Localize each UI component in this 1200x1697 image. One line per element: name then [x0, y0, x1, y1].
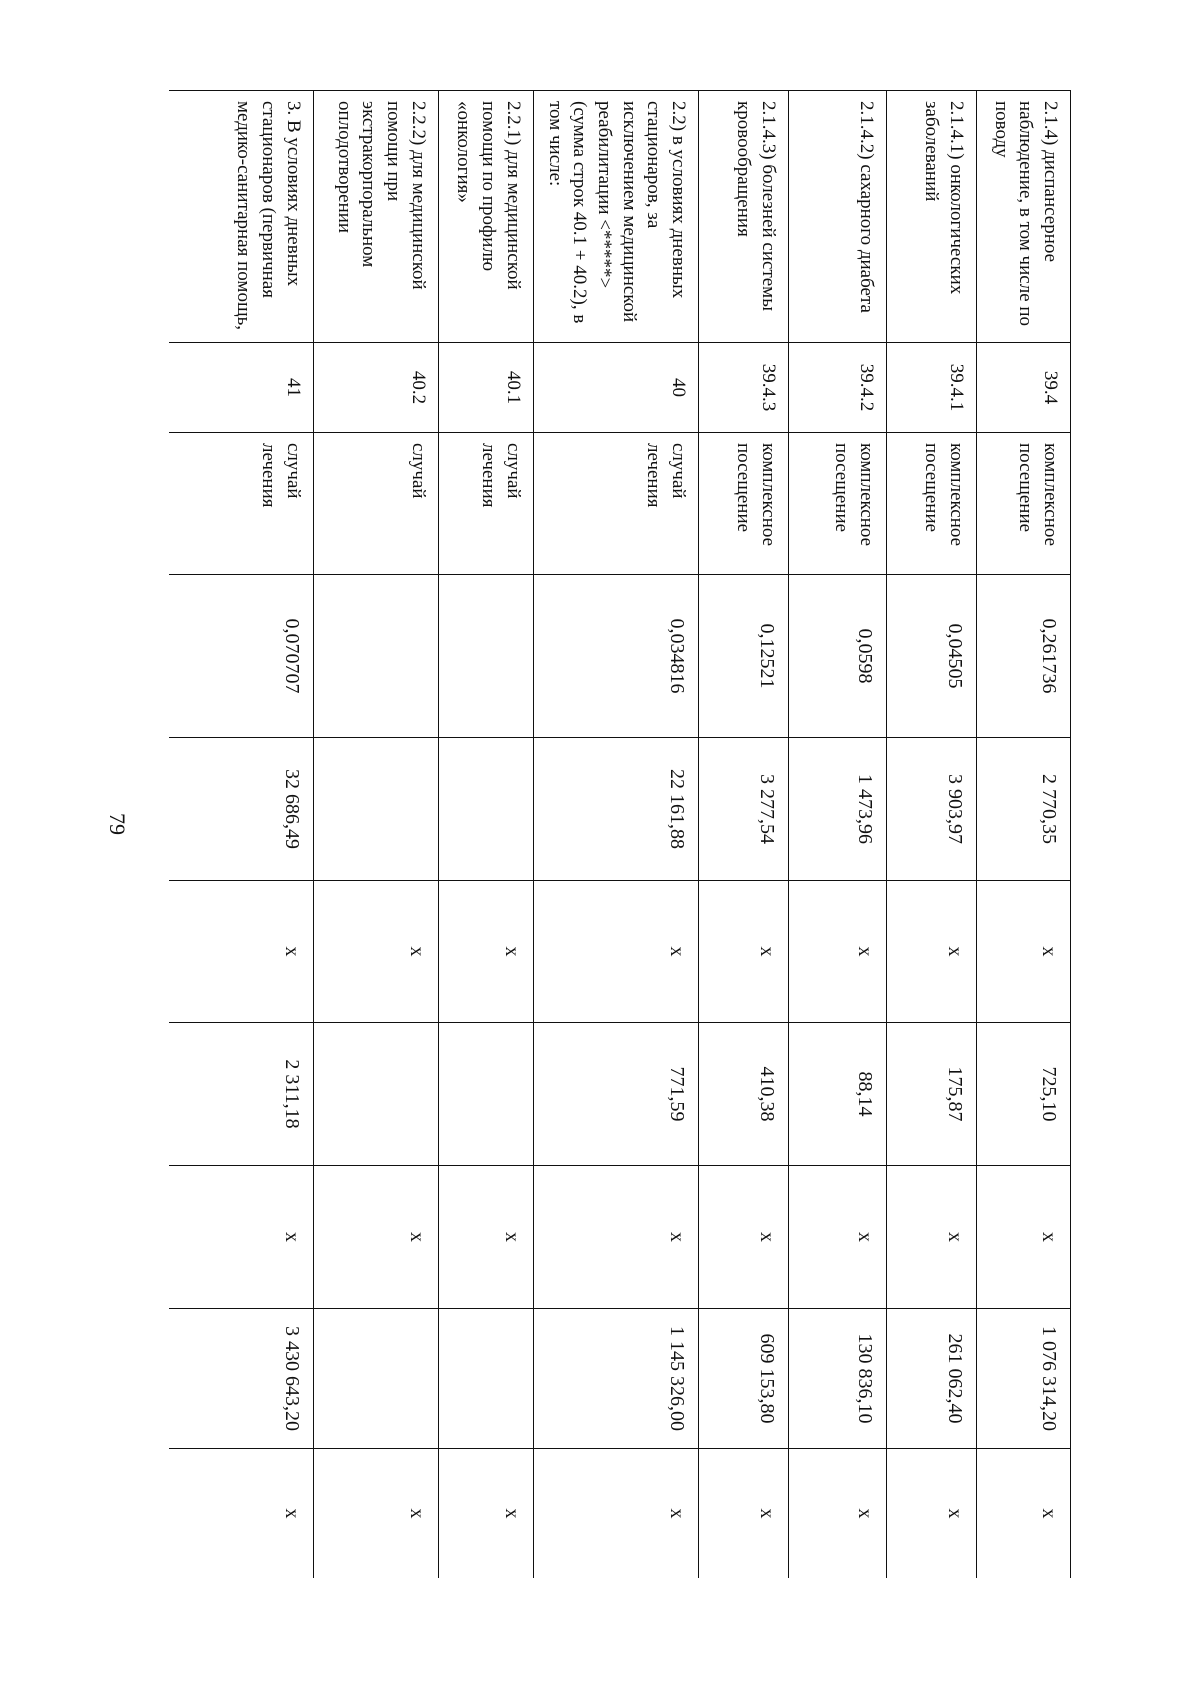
unit-cell: комплексное посещение	[699, 433, 789, 575]
x-mark-cell: x	[169, 1449, 313, 1579]
cost-cell: 3 277,54	[699, 738, 789, 881]
table-row	[887, 91, 977, 1579]
unit-cell: случай лечения	[169, 433, 313, 575]
cost-cell	[313, 738, 438, 881]
sum-cell: 261 062,40	[887, 1309, 977, 1449]
x-mark-cell: x	[438, 1166, 533, 1309]
x-mark-cell: x	[789, 1449, 887, 1579]
sum-cell	[438, 1309, 533, 1449]
per-capita-cell	[313, 1023, 438, 1166]
row-code-cell: 40.2	[313, 343, 438, 433]
per-capita-cell: 88,14	[789, 1023, 887, 1166]
row-name-cell: 3. В условиях дневных стационаров (первичная медико-санитарная помощь,	[169, 91, 313, 343]
per-capita-cell: 725,10	[977, 1023, 1071, 1166]
per-capita-cell: 410,38	[699, 1023, 789, 1166]
x-mark-cell: x	[169, 881, 313, 1023]
x-mark-cell: x	[789, 881, 887, 1023]
table-container	[169, 90, 1071, 1578]
table-row	[313, 91, 438, 1579]
cost-cell: 3 903,97	[887, 738, 977, 881]
cost-cell: 22 161,88	[533, 738, 698, 881]
x-mark-cell: x	[313, 1166, 438, 1309]
x-mark-cell: x	[977, 1449, 1071, 1579]
cost-cell: 1 473,96	[789, 738, 887, 881]
row-code-cell: 40	[533, 343, 698, 433]
x-mark-cell: x	[887, 1449, 977, 1579]
table-row	[699, 91, 789, 1579]
table-row	[169, 91, 313, 1579]
sum-cell: 1 145 326,00	[533, 1309, 698, 1449]
per-capita-cell	[438, 1023, 533, 1166]
row-code-cell: 39.4	[977, 343, 1071, 433]
x-mark-cell: x	[313, 1449, 438, 1579]
x-mark-cell: x	[887, 1166, 977, 1309]
data-table	[169, 90, 1071, 1578]
row-name-cell: 2.2.1) для медицинской помощи по профилю «онкология»	[438, 91, 533, 343]
unit-cell: комплексное посещение	[887, 433, 977, 575]
norm-cell: 0,04505	[887, 575, 977, 738]
unit-cell: случай лечения	[438, 433, 533, 575]
per-capita-cell: 2 311,18	[169, 1023, 313, 1166]
x-mark-cell: x	[169, 1166, 313, 1309]
row-name-cell: 2.1.4.1) онкологических заболеваний	[887, 91, 977, 343]
row-code-cell: 41	[169, 343, 313, 433]
unit-cell: комплексное посещение	[789, 433, 887, 575]
unit-cell: случай	[313, 433, 438, 575]
x-mark-cell: x	[533, 1449, 698, 1579]
sum-cell: 130 836,10	[789, 1309, 887, 1449]
x-mark-cell: x	[699, 1449, 789, 1579]
row-code-cell: 39.4.2	[789, 343, 887, 433]
table-row	[789, 91, 887, 1579]
unit-cell: комплексное посещение	[977, 433, 1071, 575]
norm-cell	[438, 575, 533, 738]
row-code-cell: 39.4.1	[887, 343, 977, 433]
norm-cell: 0,0598	[789, 575, 887, 738]
row-name-cell: 2.2.2) для медицинской помощи при экстракорпоральном оплодотворении	[313, 91, 438, 343]
norm-cell: 0,070707	[169, 575, 313, 738]
x-mark-cell: x	[789, 1166, 887, 1309]
sum-cell: 1 076 314,20	[977, 1309, 1071, 1449]
page-number: 79	[105, 813, 130, 835]
per-capita-cell: 175,87	[887, 1023, 977, 1166]
x-mark-cell: x	[313, 881, 438, 1023]
x-mark-cell: x	[699, 881, 789, 1023]
x-mark-cell: x	[699, 1166, 789, 1309]
norm-cell	[313, 575, 438, 738]
row-name-cell: 2.2) в условиях дневных стационаров, за исключением медицинской реабилитации <*****> (сумма строк 40.1 + 40.2), в том числе:	[533, 91, 698, 343]
x-mark-cell: x	[977, 881, 1071, 1023]
cost-cell: 32 686,49	[169, 738, 313, 881]
x-mark-cell: x	[533, 881, 698, 1023]
per-capita-cell: 771,59	[533, 1023, 698, 1166]
x-mark-cell: x	[887, 881, 977, 1023]
table-row	[438, 91, 533, 1579]
sum-cell	[313, 1309, 438, 1449]
row-name-cell: 2.1.4.3) болезней системы кровообращения	[699, 91, 789, 343]
x-mark-cell: x	[438, 881, 533, 1023]
norm-cell: 0,261736	[977, 575, 1071, 738]
unit-cell: случай лечения	[533, 433, 698, 575]
row-name-cell: 2.1.4.2) сахарного диабета	[789, 91, 887, 343]
x-mark-cell: x	[533, 1166, 698, 1309]
x-mark-cell: x	[438, 1449, 533, 1579]
row-name-cell: 2.1.4) диспансерное наблюдение, в том числе по поводу	[977, 91, 1071, 343]
sum-cell: 3 430 643,20	[169, 1309, 313, 1449]
row-code-cell: 40.1	[438, 343, 533, 433]
sum-cell: 609 153,80	[699, 1309, 789, 1449]
table-row	[533, 91, 698, 1579]
norm-cell: 0,12521	[699, 575, 789, 738]
x-mark-cell: x	[977, 1166, 1071, 1309]
row-code-cell: 39.4.3	[699, 343, 789, 433]
cost-cell	[438, 738, 533, 881]
cost-cell: 2 770,35	[977, 738, 1071, 881]
norm-cell: 0,034816	[533, 575, 698, 738]
table-row	[977, 91, 1071, 1579]
